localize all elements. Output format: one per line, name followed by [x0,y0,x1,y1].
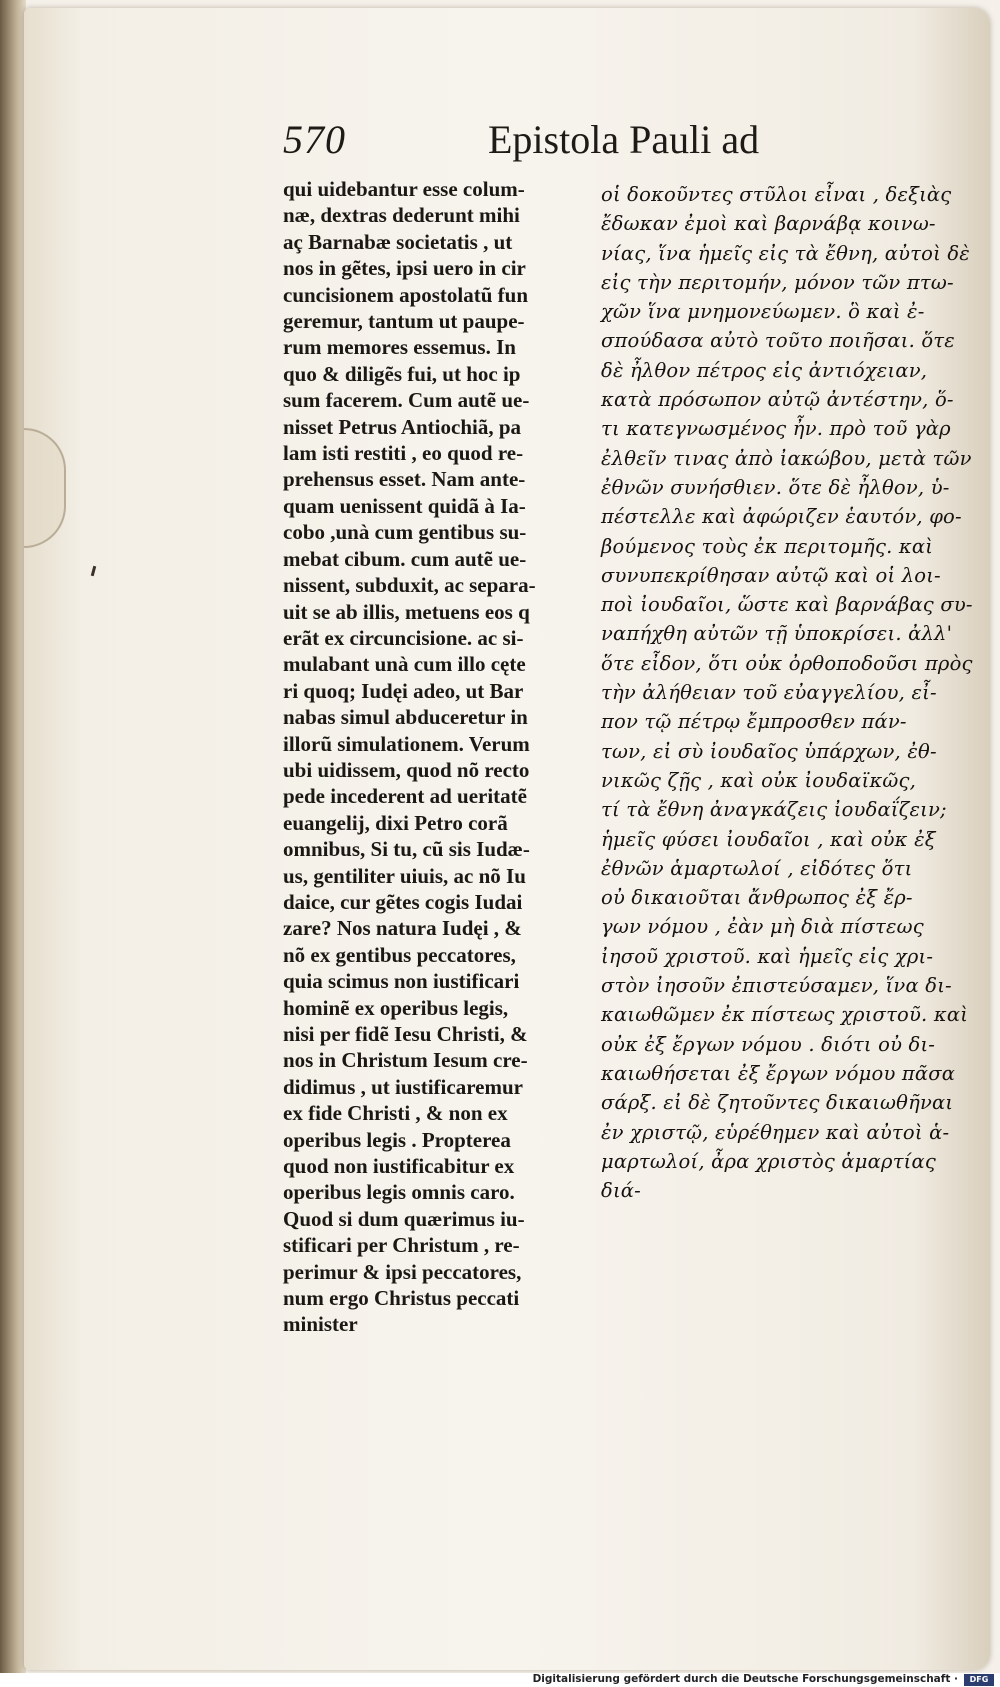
greek-text-line: βούμενος τοὺς ἐκ περιτομῆς. καὶ [601,534,934,558]
latin-text-line: operibus legis omnis caro. [283,1180,515,1205]
greek-text-line: νίας, ἵνα ἡμεῖς εἰς τὰ ἔθνη, αὐτοὶ δὲ [601,241,970,265]
greek-text-line: τι κατεγνωσμένος ἦν. πρὸ τοῦ γὰρ [601,417,951,441]
latin-text-line: geremur, tantum ut paupe- [283,309,525,334]
greek-text-line: κατὰ πρόσωπον αὐτῷ ἀντέστην, ὅ- [601,388,954,412]
digitization-footer [0,1673,1000,1687]
latin-text-line: pede incederent ad ueritatẽ [283,784,527,809]
latin-text-line: nos in gẽtes, ipsi uero in cir [283,256,526,281]
greek-text-line: ποὶ ἰουδαῖοι, ὥστε καὶ βαρνάβας συ- [601,593,973,617]
greek-text-line: ναπήχθη αὐτῶν τῇ ὑποκρίσει. ἀλλ' [601,622,953,646]
latin-text-line: us, gentiliter uiuis, ac nõ Iu [283,863,526,888]
greek-text-line: πον τῷ πέτρῳ ἔμπροσθεν πάν- [601,710,907,734]
latin-text-line: quia scimus non iustificari [283,969,520,994]
latin-text-line: hominẽ ex operibus legis, [283,995,509,1020]
latin-text-line: daice, cur gẽtes cogis Iudai [283,889,523,914]
greek-text-line: γων νόμου , ἐὰν μὴ διὰ πίστεως [601,915,924,939]
latin-text-line: cuncisionem apostolatũ fun [283,282,529,307]
latin-text-line: sum facerem. Cum autẽ ue- [283,388,530,413]
greek-text-line: ἐν χριστῷ, εὑρέθημεν καὶ αὐτοὶ ἁ- [601,1120,950,1144]
greek-text-line: καιωθήσεται ἐξ ἔργων νόμου πᾶσα [601,1061,956,1085]
latin-text-line: minister [283,1312,358,1337]
latin-text-line: didimus , ut iustificaremur [283,1074,523,1099]
greek-text-line: συνυπεκρίθησαν αὐτῷ καὶ οἱ λοι- [601,563,941,587]
greek-text-line: τὴν ἀλήθειαν τοῦ εὐαγγελίου, εἶ- [601,681,937,705]
latin-text-line: prehensus esset. Nam ante- [283,467,526,492]
greek-text-line: σπούδασα αὐτὸ τοῦτο ποιῆσαι. ὅτε [601,329,955,353]
greek-text-line: χῶν ἵνα μνημονεύωμεν. ὃ καὶ ἐ- [601,300,925,324]
latin-text-line: nissent, subduxit, ac separa- [283,573,536,598]
latin-text-line: quo & diligẽs fui, ut hoc ip [283,361,521,386]
latin-text-line: uit se ab illis, metuens eos q [283,599,530,624]
greek-text-line: ἐλθεῖν τινας ἀπὸ ἰακώβου, μετὰ τῶν [601,446,972,470]
latin-text-line: nos in Christum Iesum cre- [283,1048,528,1073]
greek-text-line: ἡμεῖς φύσει ἰουδαῖοι , καὶ οὐκ ἐξ [601,827,936,851]
latin-text-line: omnibus, Si tu, cũ sis Iudæ- [283,837,530,862]
dfg-logo: DFG [964,1674,994,1686]
greek-text-line: σάρξ. εἰ δὲ ζητοῦντες δικαιωθῆναι [601,1091,954,1115]
page-tab-marker [24,428,66,548]
greek-text-line: νικῶς ζῇς , καὶ οὐκ ἰουδαϊκῶς, [601,768,917,792]
latin-text-line: aç Barnabæ societatis , ut [283,229,513,254]
latin-text-line: illorũ simulationem. Verum [283,731,530,756]
greek-text-line: εἰς τὴν περιτομήν, μόνον τῶν πτω- [601,270,954,294]
greek-text-line: μαρτωλοί, ἆρα χριστὸς ἁμαρτίας [601,1149,937,1173]
running-head: Epistola Pauli ad [488,117,760,162]
greek-text-line: οἱ δοκοῦντες στῦλοι εἶναι , δεξιὰς [601,183,952,206]
latin-text-line: mulabant unà cum illo cęte [283,652,526,677]
latin-text-line: num ergo Christus peccati [283,1286,520,1311]
latin-text-line: euangelij, dixi Petro corã [283,810,508,835]
latin-text-line: cobo ,unà cum gentibus su- [283,520,527,545]
latin-text-line: nabas simul abduceretur in [283,705,528,730]
latin-text-line: qui uidebantur esse colum- [283,177,525,201]
greek-text-line: ὅτε εἶδον, ὅτι οὐκ ὀρθοποδοῦσι πρὸς [601,651,973,675]
greek-text-line: ἰησοῦ χριστοῦ. καὶ ἡμεῖς εἰς χρι- [601,944,934,968]
latin-text-line: zare? Nos natura Iudęi , & [283,916,522,941]
latin-text-line: operibus legis . Propterea [283,1127,511,1152]
greek-text-line: ἔδωκαν ἐμοὶ καὶ βαρνάβᾳ κοινω- [601,212,936,236]
latin-text-line: rum memores essemus. In [283,335,516,360]
latin-text-line: ex fide Christi , & non ex [283,1101,508,1126]
latin-text-line: nisi per fidẽ Iesu Christi, & [283,1022,528,1046]
greek-text-line: καιωθῶμεν ἐκ πίστεως χριστοῦ. καὶ [601,1003,969,1027]
latin-text-line: quod non iustificabitur ex [283,1154,515,1179]
latin-text-line: nõ ex gentibus peccatores, [283,942,516,967]
greek-text-line: τί τὰ ἔθνη ἀναγκάζεις ἰουδαΐζειν; [601,798,947,822]
latin-text-line: erãt ex circuncisione. ac si- [283,625,524,650]
greek-text-line: στὸν ἰησοῦν ἐπιστεύσαμεν, ἵνα δι- [601,974,952,998]
greek-text-line: ἐθνῶν ἁμαρτωλοί , εἰδότες ὅτι [601,856,913,880]
latin-text-line: Quod si dum quærimus iu- [283,1206,525,1231]
greek-text-line: οὐ δικαιοῦται ἄνθρωπος ἐξ ἔρ- [601,886,913,910]
greek-text-line: ἐθνῶν συνήσθιεν. ὅτε δὲ ἦλθον, ὑ- [601,475,950,499]
page-header [0,112,1000,172]
latin-text-line: lam isti restiti , eo quod re- [283,441,524,466]
latin-text-line: quam uenissent quidã à Ia- [283,493,526,518]
latin-text-line: ri quoq; Iudęi adeo, ut Bar [283,678,524,703]
latin-text-line: ubi uidissem, quod nõ recto [283,757,530,782]
greek-text-column [601,180,976,1205]
greek-text-line: των, εἰ σὺ ἰουδαῖος ὑπάρχων, ἐθ- [601,739,937,763]
latin-text-line: perimur & ipsi peccatores, [283,1259,522,1284]
greek-text-line: οὐκ ἐξ ἔργων νόμου . διότι οὐ δι- [601,1032,936,1056]
latin-text-column [283,176,579,1338]
book-spine [0,0,26,1680]
latin-text-line: nisset Petrus Antiochiã, pa [283,414,522,439]
greek-text-line: δὲ ἦλθον πέτρος εἰς ἀντιόχειαν, [601,358,928,382]
greek-text-line: διά- [601,1179,641,1203]
page-number: 570 [283,117,346,162]
footer-credit: Digitalisierung gefördert durch die Deutsche Forschungsgemeinschaft · [532,1673,958,1685]
latin-text-line: stificari per Christum , re- [283,1233,520,1258]
latin-text-line: næ, dextras dederunt mihi [283,203,520,228]
latin-text-line: mebat cibum. cum autẽ ue- [283,546,527,571]
greek-text-line: πέστελλε καὶ ἀφώριζεν ἑαυτόν, φο- [601,505,962,529]
